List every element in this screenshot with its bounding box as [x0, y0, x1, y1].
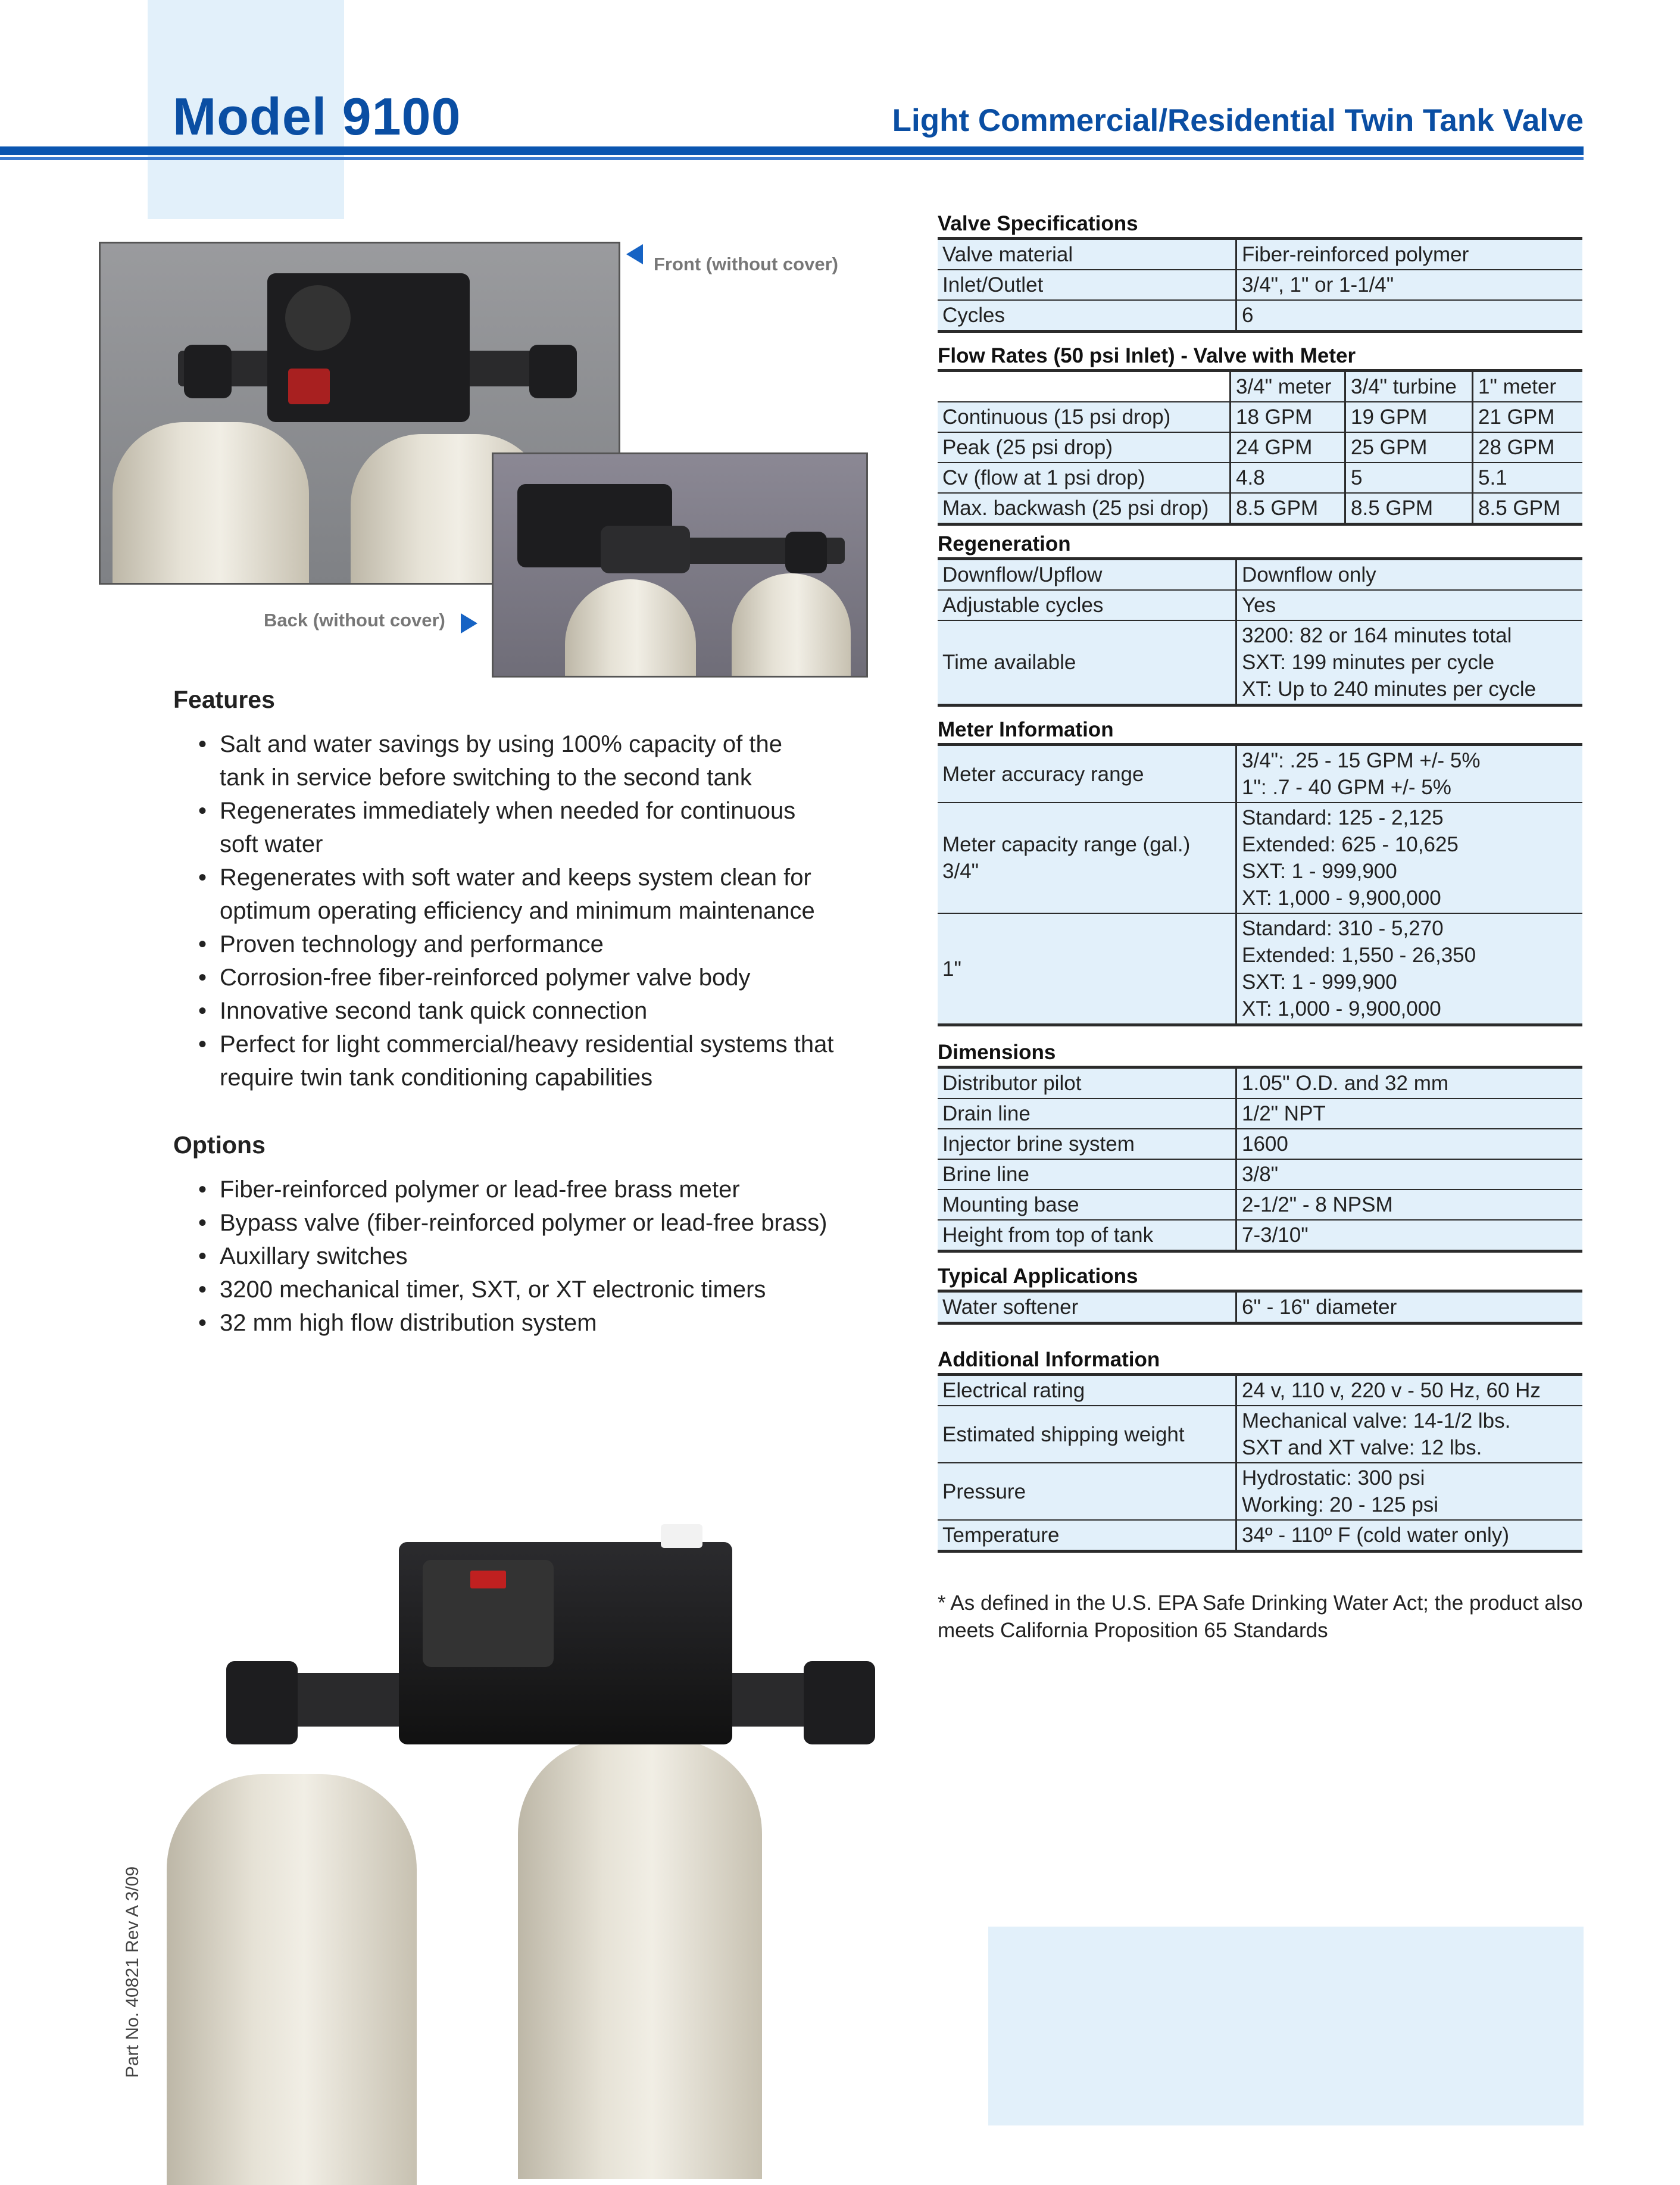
- spec-label: [938, 1406, 1235, 1462]
- list-item: • 3200 mechanical timer, SXT, or XT electronic timers: [173, 1273, 905, 1306]
- spec-value: [1235, 1190, 1582, 1219]
- spec-label-line: Meter accuracy range: [942, 762, 1144, 786]
- table-row: [938, 1128, 1582, 1159]
- spec-value-line: 24 v, 110 v, 220 v - 50 Hz, 60 Hz: [1242, 1379, 1541, 1402]
- spec-value: 6: [1242, 304, 1254, 327]
- header-rule: [0, 146, 1584, 155]
- spec-label-line: Downflow/Upflow: [942, 563, 1103, 586]
- spec-value: [1235, 746, 1582, 802]
- front-caption: Front (without cover): [654, 254, 838, 274]
- spec-value: [1235, 1293, 1582, 1322]
- table-row: [938, 620, 1582, 707]
- spec-label: [938, 914, 1235, 1023]
- spec-value-line: XT: Up to 240 minutes per cycle: [1242, 678, 1537, 701]
- table-cell: 19 GPM: [1344, 402, 1472, 432]
- features-list: [173, 728, 905, 1094]
- typical-applications: [938, 1263, 1582, 1325]
- list-item: [173, 961, 905, 994]
- table-row: [938, 913, 1582, 1026]
- spec-label-line: Pressure: [942, 1479, 1026, 1503]
- spec-value-line: 1600: [1242, 1132, 1288, 1156]
- spec-label-line: Mounting base: [942, 1193, 1079, 1216]
- table-cell: 28 GPM: [1472, 433, 1582, 462]
- list-item-line: soft water: [220, 831, 323, 857]
- page-subtitle: Light Commercial/Residential Twin Tank Valve: [892, 103, 1584, 138]
- spec-value: [1235, 1521, 1582, 1550]
- spec-label: [938, 1521, 1235, 1550]
- spec-value-line: SXT: 1 - 999,900: [1242, 860, 1397, 883]
- list-item: [173, 1028, 905, 1094]
- spec-value-line: XT: 1,000 - 9,900,000: [1242, 887, 1441, 910]
- spec-label: [938, 621, 1235, 704]
- section-title: Additional Information: [938, 1348, 1160, 1371]
- list-item: [173, 994, 905, 1028]
- footer-tab: [988, 1927, 1584, 2125]
- spec-label: Cycles: [942, 304, 1005, 327]
- table-row: [938, 299, 1582, 333]
- spec-value-line: Mechanical valve: 14-1/2 lbs.: [1242, 1409, 1511, 1432]
- spec-label: [938, 560, 1235, 589]
- table-row: [938, 1159, 1582, 1189]
- spec-label-line: Estimated shipping weight: [942, 1422, 1185, 1446]
- table-cell: 18 GPM: [1229, 402, 1344, 432]
- spec-value: [1235, 1406, 1582, 1462]
- spec-label: [938, 1190, 1235, 1219]
- spec-label: [938, 746, 1235, 802]
- spec-label-line: Drain line: [942, 1102, 1031, 1125]
- spec-value: [1235, 1099, 1582, 1128]
- list-item-line: • Innovative second tank quick connection: [220, 998, 648, 1024]
- list-item: [173, 794, 905, 861]
- options-heading: Options: [173, 1131, 266, 1159]
- spec-value: Fiber-reinforced polymer: [1242, 243, 1469, 266]
- spec-label: [938, 1069, 1235, 1098]
- spec-label-line: Injector brine system: [942, 1132, 1135, 1156]
- spec-value-line: 3/4": .25 - 15 GPM +/- 5%: [1242, 749, 1481, 772]
- table-row: [938, 237, 1582, 269]
- spec-value: 3/4", 1" or 1-1/4": [1242, 273, 1394, 296]
- table-cell: 5.1: [1472, 463, 1582, 492]
- spec-value-line: Extended: 1,550 - 26,350: [1242, 944, 1476, 967]
- section-title: Typical Applications: [938, 1265, 1138, 1288]
- spec-label-line: Height from top of tank: [942, 1223, 1154, 1247]
- list-item-line: • Regenerates with soft water and keeps system clean for: [220, 864, 811, 891]
- spec-label: [938, 1293, 1235, 1322]
- page-title: Model 9100: [173, 87, 461, 146]
- spec-value: [1235, 560, 1582, 589]
- table-cell: Max. backwash (25 psi drop): [942, 497, 1209, 520]
- spec-value: [1235, 1129, 1582, 1159]
- spec-label-line: Distributor pilot: [942, 1072, 1082, 1095]
- spec-label: [938, 1160, 1235, 1189]
- section-title: Regeneration: [938, 532, 1071, 555]
- spec-value-line: 2-1/2" - 8 NPSM: [1242, 1193, 1393, 1216]
- list-item: • Bypass valve (fiber-reinforced polymer or lead-free brass): [173, 1206, 905, 1240]
- table-row: [938, 1066, 1582, 1098]
- spec-value-line: 34º - 110º F (cold water only): [1242, 1524, 1509, 1547]
- column-header: 3/4" turbine: [1344, 372, 1472, 401]
- table-row: [938, 401, 1582, 432]
- table-row: [938, 1519, 1582, 1553]
- column-header: [938, 372, 1229, 401]
- spec-value-line: Downflow only: [1242, 563, 1376, 586]
- section-title: Flow Rates (50 psi Inlet) - Valve with Meter: [938, 344, 1356, 367]
- spec-value-line: XT: 1,000 - 9,900,000: [1242, 997, 1441, 1020]
- table-row: [938, 1405, 1582, 1462]
- table-row: [938, 1290, 1582, 1325]
- list-item: [173, 861, 905, 928]
- spec-value-line: 1.05" O.D. and 32 mm: [1242, 1072, 1449, 1095]
- table-row: [938, 462, 1582, 492]
- flow-rates: [938, 343, 1582, 526]
- spec-label: [938, 1099, 1235, 1128]
- table-row: [938, 1098, 1582, 1128]
- list-item-line: • Proven technology and performance: [220, 931, 604, 957]
- list-item: • Auxillary switches: [173, 1240, 905, 1273]
- table-row: [938, 557, 1582, 589]
- spec-value: [1235, 1160, 1582, 1189]
- table-row: [938, 802, 1582, 913]
- spec-label: [938, 591, 1235, 620]
- spec-value-line: Extended: 625 - 10,625: [1242, 833, 1459, 856]
- section-title: Dimensions: [938, 1041, 1056, 1064]
- part-number: Part No. 40821 Rev A 3/09: [123, 1866, 142, 2078]
- table-cell: 24 GPM: [1229, 433, 1344, 462]
- table-row: [938, 269, 1582, 299]
- spec-value-line: Standard: 125 - 2,125: [1242, 806, 1444, 829]
- column-header: 1" meter: [1472, 372, 1582, 401]
- features-heading: Features: [173, 686, 275, 713]
- arrow-right-icon: [461, 613, 477, 633]
- list-item-line: • Regenerates immediately when needed for continuous: [220, 798, 796, 824]
- section-title: Valve Specifications: [938, 212, 1138, 235]
- table-row: [938, 1462, 1582, 1519]
- section-title: Meter Information: [938, 718, 1114, 741]
- spec-value-line: 3200: 82 or 164 minutes total: [1242, 624, 1512, 647]
- spec-value-line: Standard: 310 - 5,270: [1242, 917, 1444, 940]
- spec-label: [938, 1221, 1235, 1250]
- twin-tank-unit-photo: [149, 1524, 893, 2174]
- spec-value-line: 1/2" NPT: [1242, 1102, 1326, 1125]
- table-cell: 25 GPM: [1344, 433, 1472, 462]
- additional-information: [938, 1347, 1582, 1553]
- spec-label: Valve material: [942, 243, 1073, 266]
- spec-label-line: Meter capacity range (gal.): [942, 833, 1191, 856]
- regeneration: [938, 531, 1582, 707]
- spec-value: [1235, 1069, 1582, 1098]
- table-header-row: [938, 369, 1582, 401]
- spec-label: [938, 1376, 1235, 1405]
- back-caption: Back (without cover): [264, 610, 445, 630]
- spec-value-line: SXT and XT valve: 12 lbs.: [1242, 1436, 1482, 1459]
- table-cell: Continuous (15 psi drop): [942, 405, 1171, 429]
- spec-value: [1235, 803, 1582, 913]
- list-item-line: • Salt and water savings by using 100% capacity of the: [220, 731, 782, 757]
- table-row: [938, 743, 1582, 802]
- spec-value: [1235, 914, 1582, 1023]
- footnote: * As defined in the U.S. EPA Safe Drinking Water Act; the product also meets California Proposition 65 Standards: [938, 1591, 1583, 1642]
- spec-value-line: 3/8": [1242, 1163, 1279, 1186]
- spec-label: [938, 1129, 1235, 1159]
- spec-value: [1235, 1221, 1582, 1250]
- spec-label: [938, 1463, 1235, 1519]
- list-item-line: • Perfect for light commercial/heavy residential systems that: [220, 1031, 834, 1057]
- arrow-left-icon: [626, 244, 643, 264]
- table-row: [938, 432, 1582, 462]
- list-item: [173, 928, 905, 961]
- spec-value: [1235, 591, 1582, 620]
- table-cell: 8.5 GPM: [1472, 494, 1582, 523]
- back-valve-photo: [492, 452, 868, 678]
- spec-label-line: Temperature: [942, 1524, 1060, 1547]
- spec-label-line: Time available: [942, 651, 1076, 674]
- spec-value-line: SXT: 1 - 999,900: [1242, 970, 1397, 994]
- list-item-line: • Corrosion-free fiber-reinforced polymer valve body: [220, 964, 751, 991]
- spec-value-line: 7-3/10": [1242, 1223, 1309, 1247]
- table-row: [938, 1373, 1582, 1405]
- meter-information: [938, 717, 1582, 1026]
- spec-value-line: Yes: [1242, 594, 1276, 617]
- spec-value-line: Hydrostatic: 300 psi: [1242, 1466, 1425, 1490]
- table-row: [938, 1219, 1582, 1253]
- table-cell: 4.8: [1229, 463, 1344, 492]
- spec-value-line: 1": .7 - 40 GPM +/- 5%: [1242, 776, 1451, 799]
- spec-label-line: Electrical rating: [942, 1379, 1085, 1402]
- table-row: [938, 492, 1582, 526]
- spec-label-line: 3/4": [942, 860, 979, 883]
- spec-label-line: Water softener: [942, 1296, 1079, 1319]
- spec-value: [1235, 621, 1582, 704]
- spec-label-line: Adjustable cycles: [942, 594, 1104, 617]
- spec-label-line: 1": [942, 957, 961, 981]
- dimensions: [938, 1040, 1582, 1253]
- header-rule-thin: [0, 157, 1584, 160]
- spec-value: [1235, 1463, 1582, 1519]
- table-cell: 5: [1344, 463, 1472, 492]
- list-item: • Fiber-reinforced polymer or lead-free brass meter: [173, 1173, 905, 1206]
- table-row: [938, 1189, 1582, 1219]
- list-item-line: tank in service before switching to the second tank: [220, 764, 752, 791]
- list-item: • 32 mm high flow distribution system: [173, 1306, 905, 1340]
- column-header: 3/4" meter: [1229, 372, 1344, 401]
- table-cell: 21 GPM: [1472, 402, 1582, 432]
- table-cell: 8.5 GPM: [1344, 494, 1472, 523]
- options-list: [173, 1173, 905, 1340]
- spec-value-line: SXT: 199 minutes per cycle: [1242, 651, 1495, 674]
- table-cell: Cv (flow at 1 psi drop): [942, 466, 1145, 489]
- spec-value: [1235, 1376, 1582, 1405]
- table-cell: 8.5 GPM: [1229, 494, 1344, 523]
- spec-value-line: Working: 20 - 125 psi: [1242, 1493, 1439, 1516]
- list-item: [173, 728, 905, 794]
- spec-label-line: Brine line: [942, 1163, 1029, 1186]
- table-row: [938, 589, 1582, 620]
- table-cell: Peak (25 psi drop): [942, 436, 1113, 459]
- list-item-line: optimum operating efficiency and minimum maintenance: [220, 898, 815, 924]
- spec-label: [938, 803, 1235, 913]
- list-item-line: require twin tank conditioning capabilities: [220, 1065, 653, 1091]
- valve-specifications: [938, 211, 1582, 333]
- spec-value-line: 6" - 16" diameter: [1242, 1296, 1397, 1319]
- spec-label: Inlet/Outlet: [942, 273, 1044, 296]
